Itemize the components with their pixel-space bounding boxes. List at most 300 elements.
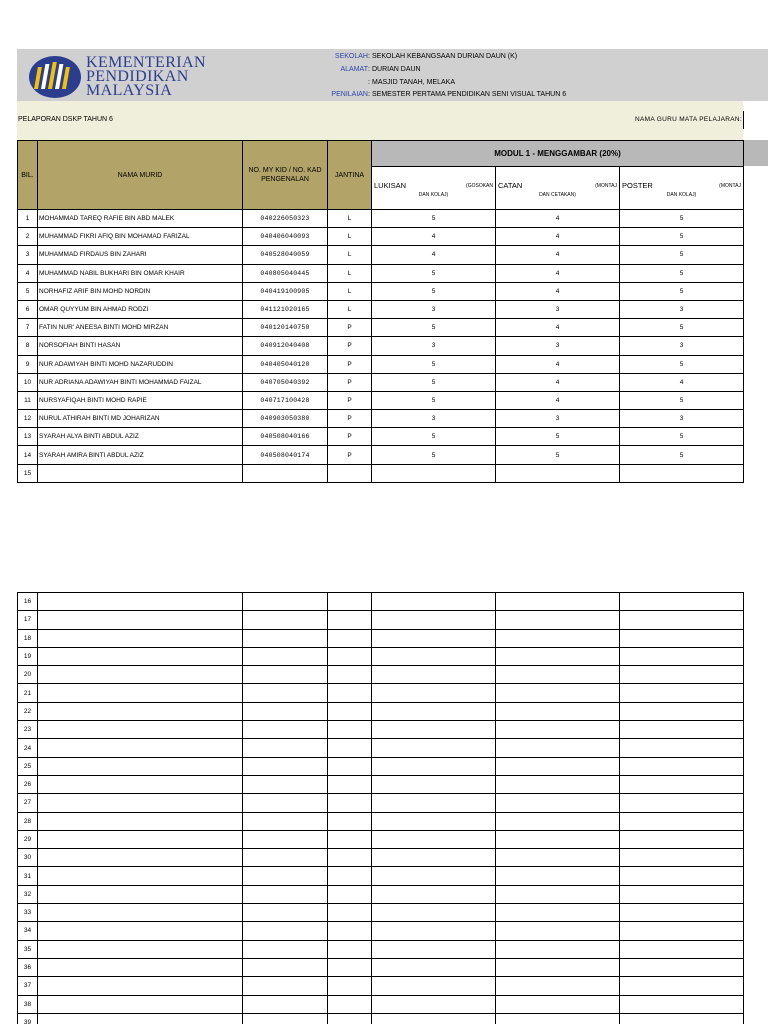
cell-catan[interactable]: 4 [496, 246, 620, 264]
cell-poster[interactable]: 4 [620, 373, 744, 391]
cell-bil[interactable]: 17 [18, 611, 38, 629]
cell-poster[interactable] [620, 464, 744, 482]
cell-kad[interactable] [243, 904, 328, 922]
cell-nama[interactable] [38, 757, 243, 775]
cell-poster[interactable] [620, 812, 744, 830]
cell-jantina[interactable] [328, 702, 372, 720]
cell-nama[interactable]: NUR ADRIANA ADAWIYAH BINTI MOHAMMAD FAIZAL [38, 373, 243, 391]
cell-nama[interactable]: SYARAH AMIRA BINTI ABDUL AZIZ [38, 446, 243, 464]
cell-poster[interactable]: 5 [620, 282, 744, 300]
cell-lukisan[interactable] [372, 958, 496, 976]
cell-kad[interactable] [243, 647, 328, 665]
cell-lukisan[interactable] [372, 885, 496, 903]
cell-catan[interactable] [496, 940, 620, 958]
cell-bil[interactable]: 30 [18, 849, 38, 867]
cell-lukisan[interactable]: 4 [372, 228, 496, 246]
cell-lukisan[interactable]: 5 [372, 428, 496, 446]
cell-nama[interactable]: MUHAMMAD FIRDAUS BIN ZAHARI [38, 246, 243, 264]
cell-poster[interactable] [620, 885, 744, 903]
cell-nama[interactable] [38, 647, 243, 665]
cell-catan[interactable]: 4 [496, 319, 620, 337]
cell-nama[interactable] [38, 593, 243, 611]
cell-bil[interactable]: 3 [18, 246, 38, 264]
cell-kad[interactable]: 040406040093 [243, 228, 328, 246]
cell-jantina[interactable]: L [328, 300, 372, 318]
cell-kad[interactable] [243, 922, 328, 940]
cell-catan[interactable] [496, 977, 620, 995]
cell-poster[interactable] [620, 1013, 744, 1024]
cell-catan[interactable] [496, 611, 620, 629]
cell-jantina[interactable] [328, 922, 372, 940]
cell-catan[interactable] [496, 922, 620, 940]
cell-poster[interactable]: 3 [620, 300, 744, 318]
cell-nama[interactable] [38, 904, 243, 922]
cell-catan[interactable]: 5 [496, 446, 620, 464]
cell-nama[interactable]: FATIN NUR' ANEESA BINTI MOHD MIRZAN [38, 319, 243, 337]
cell-kad[interactable] [243, 977, 328, 995]
cell-catan[interactable] [496, 904, 620, 922]
cell-kad[interactable] [243, 702, 328, 720]
cell-catan[interactable]: 4 [496, 391, 620, 409]
cell-catan[interactable] [496, 684, 620, 702]
table-row [18, 684, 744, 702]
cell-kad[interactable]: 040120140750 [243, 319, 328, 337]
cell-poster[interactable]: 5 [620, 355, 744, 373]
cell-lukisan[interactable] [372, 647, 496, 665]
cell-nama[interactable] [38, 958, 243, 976]
cell-bil[interactable]: 32 [18, 885, 38, 903]
cell-jantina[interactable] [328, 904, 372, 922]
cell-poster[interactable] [620, 647, 744, 665]
cell-jantina[interactable] [328, 1013, 372, 1024]
cell-jantina[interactable]: P [328, 319, 372, 337]
cell-poster[interactable] [620, 611, 744, 629]
cell-kad[interactable]: 040405040120 [243, 355, 328, 373]
cell-lukisan[interactable]: 5 [372, 391, 496, 409]
cell-jantina[interactable] [328, 940, 372, 958]
cell-lukisan[interactable] [372, 1013, 496, 1024]
cell-nama[interactable]: OMAR QUYYUM BIN AHMAD RODZI [38, 300, 243, 318]
cell-lukisan[interactable] [372, 922, 496, 940]
cell-bil[interactable]: 27 [18, 794, 38, 812]
cell-kad[interactable]: 040226050323 [243, 210, 328, 228]
cell-jantina[interactable] [328, 464, 372, 482]
cell-nama[interactable] [38, 721, 243, 739]
cell-bil[interactable]: 6 [18, 300, 38, 318]
cell-kad[interactable] [243, 830, 328, 848]
header-poster: POSTER (MONTAJ DAN KOLAJ) [620, 167, 744, 210]
cell-lukisan[interactable] [372, 593, 496, 611]
cell-bil[interactable]: 5 [18, 282, 38, 300]
cell-catan[interactable]: 5 [496, 428, 620, 446]
cell-poster[interactable] [620, 958, 744, 976]
cell-bil[interactable]: 22 [18, 702, 38, 720]
cell-lukisan[interactable] [372, 977, 496, 995]
table-row [18, 593, 744, 611]
cell-kad[interactable]: 041121020165 [243, 300, 328, 318]
cell-nama[interactable] [38, 977, 243, 995]
cell-lukisan[interactable]: 3 [372, 300, 496, 318]
cell-nama[interactable] [38, 830, 243, 848]
cell-catan[interactable] [496, 995, 620, 1013]
cell-jantina[interactable]: P [328, 428, 372, 446]
cell-nama[interactable] [38, 702, 243, 720]
cell-jantina[interactable] [328, 739, 372, 757]
cell-lukisan[interactable] [372, 867, 496, 885]
cell-kad[interactable] [243, 794, 328, 812]
cell-jantina[interactable] [328, 593, 372, 611]
cell-lukisan[interactable]: 5 [372, 282, 496, 300]
cell-jantina[interactable]: P [328, 410, 372, 428]
cell-kad[interactable]: 040805040445 [243, 264, 328, 282]
table-row [18, 885, 744, 903]
cell-lukisan[interactable]: 4 [372, 246, 496, 264]
cell-kad[interactable] [243, 739, 328, 757]
table-row [18, 647, 744, 665]
cell-bil[interactable]: 4 [18, 264, 38, 282]
cell-lukisan[interactable] [372, 794, 496, 812]
cell-nama[interactable] [38, 940, 243, 958]
cell-nama[interactable] [38, 684, 243, 702]
cell-lukisan[interactable]: 5 [372, 319, 496, 337]
cell-poster[interactable] [620, 867, 744, 885]
cell-lukisan[interactable]: 5 [372, 355, 496, 373]
teacher-input-line[interactable] [743, 111, 744, 129]
cell-poster[interactable] [620, 721, 744, 739]
cell-kad[interactable]: 040508040166 [243, 428, 328, 446]
cell-lukisan[interactable] [372, 775, 496, 793]
cell-kad[interactable]: 040912040408 [243, 337, 328, 355]
cell-jantina[interactable] [328, 647, 372, 665]
cell-kad[interactable] [243, 666, 328, 684]
cell-kad[interactable] [243, 849, 328, 867]
cell-kad[interactable] [243, 593, 328, 611]
cell-nama[interactable]: MUHAMMAD NABIL BUKHARI BIN OMAR KHAIR [38, 264, 243, 282]
cell-catan[interactable]: 3 [496, 337, 620, 355]
cell-bil[interactable]: 7 [18, 319, 38, 337]
cell-poster[interactable]: 5 [620, 246, 744, 264]
cell-kad[interactable]: 040903050380 [243, 410, 328, 428]
cell-lukisan[interactable] [372, 739, 496, 757]
cell-kad[interactable]: 040717100428 [243, 391, 328, 409]
cell-nama[interactable]: NORHAFIZ ARIF BIN MOHD NORDIN [38, 282, 243, 300]
table-row [18, 739, 744, 757]
cell-poster[interactable]: 5 [620, 264, 744, 282]
cell-bil[interactable]: 16 [18, 593, 38, 611]
cell-nama[interactable]: NUR ADAWIYAH BINTI MOHD NAZARUDDIN [38, 355, 243, 373]
cell-poster[interactable] [620, 794, 744, 812]
cell-bil[interactable]: 23 [18, 721, 38, 739]
cell-catan[interactable] [496, 1013, 620, 1024]
cell-poster[interactable] [620, 593, 744, 611]
cell-catan[interactable]: 4 [496, 228, 620, 246]
cell-jantina[interactable] [328, 611, 372, 629]
cell-bil[interactable]: 8 [18, 337, 38, 355]
cell-catan[interactable] [496, 958, 620, 976]
cell-lukisan[interactable] [372, 684, 496, 702]
cell-lukisan[interactable]: 3 [372, 410, 496, 428]
table-row [18, 300, 744, 318]
cell-catan[interactable] [496, 885, 620, 903]
cell-kad[interactable] [243, 464, 328, 482]
cell-jantina[interactable]: L [328, 246, 372, 264]
cell-catan[interactable] [496, 849, 620, 867]
cell-bil[interactable]: 9 [18, 355, 38, 373]
table-row [18, 210, 744, 228]
cell-catan[interactable] [496, 867, 620, 885]
cell-bil[interactable]: 39 [18, 1013, 38, 1024]
cell-bil[interactable]: 36 [18, 958, 38, 976]
cell-jantina[interactable]: L [328, 282, 372, 300]
cell-jantina[interactable] [328, 977, 372, 995]
table-row [18, 995, 744, 1013]
cell-nama[interactable] [38, 1013, 243, 1024]
cell-poster[interactable]: 3 [620, 337, 744, 355]
cell-catan[interactable] [496, 464, 620, 482]
cell-lukisan[interactable]: 5 [372, 446, 496, 464]
cell-kad[interactable] [243, 611, 328, 629]
cell-jantina[interactable] [328, 812, 372, 830]
cell-jantina[interactable] [328, 849, 372, 867]
cell-bil[interactable]: 29 [18, 830, 38, 848]
cell-lukisan[interactable]: 5 [372, 373, 496, 391]
cell-nama[interactable] [38, 629, 243, 647]
cell-bil[interactable]: 11 [18, 391, 38, 409]
cell-nama[interactable]: NURSYAFIQAH BINTI MOHD RAPIE [38, 391, 243, 409]
cell-poster[interactable]: 5 [620, 228, 744, 246]
cell-nama[interactable] [38, 794, 243, 812]
cell-poster[interactable] [620, 940, 744, 958]
cell-bil[interactable]: 33 [18, 904, 38, 922]
cell-jantina[interactable]: P [328, 373, 372, 391]
cell-lukisan[interactable] [372, 757, 496, 775]
cell-poster[interactable] [620, 849, 744, 867]
cell-bil[interactable]: 31 [18, 867, 38, 885]
cell-poster[interactable]: 5 [620, 319, 744, 337]
cell-lukisan[interactable] [372, 666, 496, 684]
cell-catan[interactable]: 4 [496, 264, 620, 282]
ministry-logo [28, 55, 228, 99]
cell-poster[interactable] [620, 830, 744, 848]
cell-poster[interactable] [620, 629, 744, 647]
cell-bil[interactable]: 13 [18, 428, 38, 446]
cell-poster[interactable] [620, 757, 744, 775]
cell-kad[interactable] [243, 940, 328, 958]
table-row [18, 282, 744, 300]
cell-catan[interactable]: 4 [496, 210, 620, 228]
cell-catan[interactable] [496, 702, 620, 720]
cell-poster[interactable] [620, 904, 744, 922]
cell-poster[interactable] [620, 977, 744, 995]
cell-kad[interactable]: 040528040059 [243, 246, 328, 264]
report-title: PELAPORAN DSKP TAHUN 6 [18, 116, 113, 123]
cell-lukisan[interactable]: 5 [372, 264, 496, 282]
cell-kad[interactable] [243, 775, 328, 793]
cell-kad[interactable] [243, 629, 328, 647]
cell-nama[interactable]: MOHAMMAD TAREQ RAFIE BIN ABD MALEK [38, 210, 243, 228]
cell-jantina[interactable] [328, 885, 372, 903]
header-modul: MODUL 1 - MENGGAMBAR (20%) [372, 141, 744, 167]
cell-poster[interactable]: 3 [620, 410, 744, 428]
header-lukisan: LUKISAN (GOSOKAN DAN KOLAJ) [372, 167, 496, 210]
cell-jantina[interactable]: P [328, 391, 372, 409]
cell-kad[interactable]: 040419100905 [243, 282, 328, 300]
cell-catan[interactable]: 3 [496, 410, 620, 428]
cell-jantina[interactable] [328, 757, 372, 775]
teacher-label: NAMA GURU MATA PELAJARAN: [635, 116, 742, 123]
cell-poster[interactable] [620, 666, 744, 684]
cell-bil[interactable]: 14 [18, 446, 38, 464]
cell-catan[interactable]: 4 [496, 355, 620, 373]
cell-jantina[interactable] [328, 958, 372, 976]
cell-jantina[interactable]: L [328, 264, 372, 282]
cell-lukisan[interactable] [372, 629, 496, 647]
table-row [18, 958, 744, 976]
cell-lukisan[interactable] [372, 464, 496, 482]
cell-bil[interactable]: 35 [18, 940, 38, 958]
cell-bil[interactable]: 2 [18, 228, 38, 246]
cell-kad[interactable] [243, 684, 328, 702]
cell-jantina[interactable] [328, 721, 372, 739]
cell-lukisan[interactable] [372, 940, 496, 958]
cell-nama[interactable] [38, 739, 243, 757]
cell-jantina[interactable]: P [328, 446, 372, 464]
cell-nama[interactable] [38, 464, 243, 482]
cell-kad[interactable] [243, 721, 328, 739]
cell-catan[interactable] [496, 593, 620, 611]
cell-nama[interactable] [38, 775, 243, 793]
cell-lukisan[interactable] [372, 904, 496, 922]
cell-jantina[interactable] [328, 794, 372, 812]
cell-nama[interactable]: NURUL ATHIRAH BINTI MD JOHARIZAN [38, 410, 243, 428]
cell-kad[interactable] [243, 867, 328, 885]
cell-poster[interactable] [620, 995, 744, 1013]
table-row [18, 794, 744, 812]
cell-poster[interactable] [620, 922, 744, 940]
cell-lukisan[interactable] [372, 721, 496, 739]
cell-bil[interactable]: 21 [18, 684, 38, 702]
table-row [18, 373, 744, 391]
cell-jantina[interactable] [328, 684, 372, 702]
table-row [18, 1013, 744, 1024]
cell-jantina[interactable]: L [328, 210, 372, 228]
cell-kad[interactable]: 040508040174 [243, 446, 328, 464]
cell-lukisan[interactable] [372, 611, 496, 629]
cell-nama[interactable]: NORSOFIAH BINTI HASAN [38, 337, 243, 355]
cell-jantina[interactable] [328, 629, 372, 647]
cell-lukisan[interactable] [372, 702, 496, 720]
cell-kad[interactable] [243, 812, 328, 830]
cell-nama[interactable] [38, 995, 243, 1013]
cell-bil[interactable]: 26 [18, 775, 38, 793]
cell-lukisan[interactable] [372, 812, 496, 830]
cell-bil[interactable]: 24 [18, 739, 38, 757]
cell-poster[interactable] [620, 684, 744, 702]
cell-nama[interactable] [38, 611, 243, 629]
cell-kad[interactable] [243, 757, 328, 775]
cell-nama[interactable] [38, 867, 243, 885]
cell-catan[interactable]: 4 [496, 282, 620, 300]
cell-nama[interactable] [38, 812, 243, 830]
cell-lukisan[interactable] [372, 830, 496, 848]
cell-nama[interactable] [38, 666, 243, 684]
cell-nama[interactable] [38, 885, 243, 903]
cell-jantina[interactable] [328, 775, 372, 793]
info-assessment: PENILAIAN : SEMESTER PERTAMA PENDIDIKAN SENI VISUAL TAHUN 6 [331, 91, 567, 99]
cell-poster[interactable] [620, 702, 744, 720]
cell-nama[interactable]: MUHAMMAD FIKRI AFIQ BIN MOHAMAD FARIZAL [38, 228, 243, 246]
cell-catan[interactable] [496, 739, 620, 757]
cell-catan[interactable] [496, 794, 620, 812]
cell-catan[interactable] [496, 666, 620, 684]
cell-lukisan[interactable] [372, 995, 496, 1013]
cell-poster[interactable]: 5 [620, 210, 744, 228]
cell-bil[interactable]: 15 [18, 464, 38, 482]
cell-catan[interactable] [496, 721, 620, 739]
cell-bil[interactable]: 18 [18, 629, 38, 647]
cell-jantina[interactable] [328, 830, 372, 848]
cell-jantina[interactable] [328, 995, 372, 1013]
cell-lukisan[interactable]: 3 [372, 337, 496, 355]
cell-jantina[interactable] [328, 867, 372, 885]
cell-nama[interactable] [38, 922, 243, 940]
cell-catan[interactable]: 3 [496, 300, 620, 318]
cell-bil[interactable]: 34 [18, 922, 38, 940]
cell-bil[interactable]: 28 [18, 812, 38, 830]
cell-bil[interactable]: 1 [18, 210, 38, 228]
cell-nama[interactable] [38, 849, 243, 867]
table-row [18, 629, 744, 647]
table-row [18, 666, 744, 684]
cell-bil[interactable]: 19 [18, 647, 38, 665]
cell-catan[interactable] [496, 757, 620, 775]
cell-jantina[interactable]: L [328, 228, 372, 246]
cell-poster[interactable]: 5 [620, 446, 744, 464]
cell-bil[interactable]: 20 [18, 666, 38, 684]
cell-catan[interactable] [496, 812, 620, 830]
cell-poster[interactable]: 5 [620, 428, 744, 446]
cell-bil[interactable]: 25 [18, 757, 38, 775]
cell-kad[interactable]: 040705040392 [243, 373, 328, 391]
table-row [18, 355, 744, 373]
cell-bil[interactable]: 37 [18, 977, 38, 995]
table-row [18, 830, 744, 848]
cell-catan[interactable] [496, 647, 620, 665]
cell-lukisan[interactable]: 5 [372, 210, 496, 228]
cell-bil[interactable]: 10 [18, 373, 38, 391]
table-row [18, 228, 744, 246]
cell-jantina[interactable] [328, 666, 372, 684]
cell-nama[interactable]: SYARAH ALYA BINTI ABDUL AZIZ [38, 428, 243, 446]
student-table [17, 140, 744, 483]
cell-kad[interactable] [243, 995, 328, 1013]
cell-catan[interactable] [496, 629, 620, 647]
cell-kad[interactable] [243, 885, 328, 903]
cell-lukisan[interactable] [372, 849, 496, 867]
cell-catan[interactable]: 4 [496, 373, 620, 391]
cell-poster[interactable]: 5 [620, 391, 744, 409]
cell-catan[interactable] [496, 830, 620, 848]
cell-jantina[interactable]: P [328, 337, 372, 355]
cell-poster[interactable] [620, 739, 744, 757]
cell-kad[interactable] [243, 1013, 328, 1024]
cell-kad[interactable] [243, 958, 328, 976]
cell-bil[interactable]: 12 [18, 410, 38, 428]
cell-poster[interactable] [620, 775, 744, 793]
cell-catan[interactable] [496, 775, 620, 793]
cell-jantina[interactable]: P [328, 355, 372, 373]
cell-bil[interactable]: 38 [18, 995, 38, 1013]
